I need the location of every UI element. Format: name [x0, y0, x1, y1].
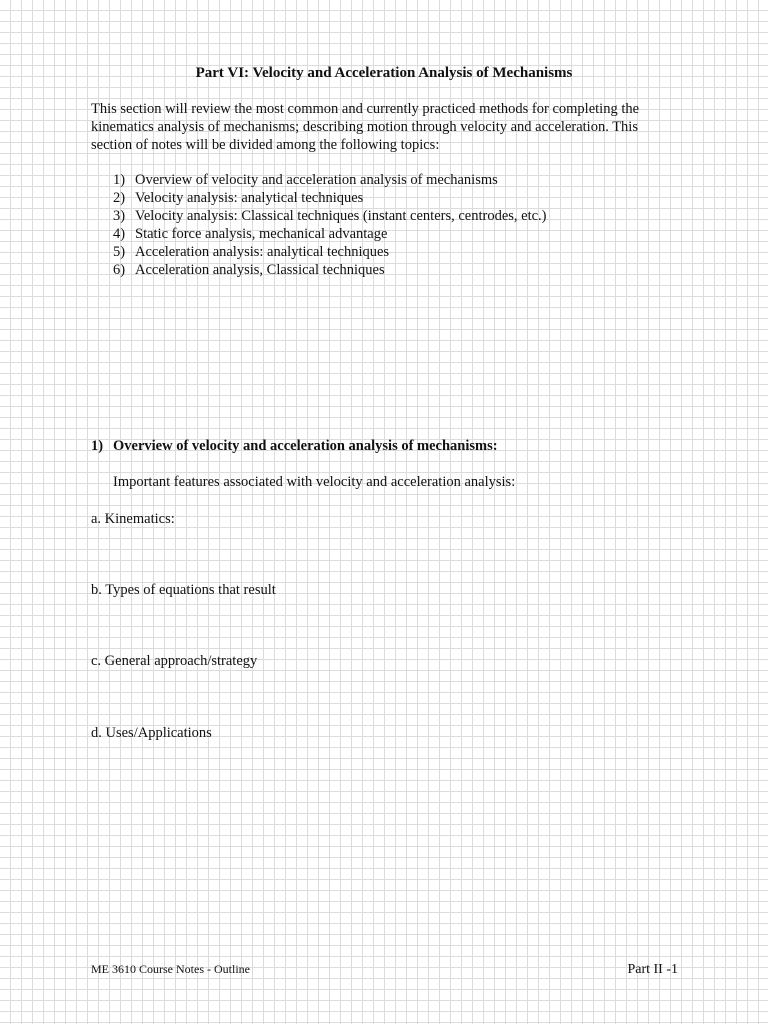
page-title: Part VI: Velocity and Acceleration Analysis of Mechanisms	[195, 65, 573, 81]
topic-text: Velocity analysis: analytical techniques	[135, 190, 364, 206]
section-heading	[91, 438, 498, 455]
topic-item	[113, 189, 547, 207]
topic-number: 1)	[113, 172, 126, 188]
footer-course: ME 3610 Course Notes - Outline	[91, 962, 250, 976]
topic-number: 2)	[113, 190, 126, 206]
item-approach: c. General approach/strategy	[91, 653, 258, 669]
intro-line: section of notes will be divided among the following topics:	[91, 137, 440, 153]
item-kinematics: a. Kinematics:	[91, 511, 175, 527]
section-number: 1)	[91, 438, 104, 454]
topic-item	[113, 207, 547, 225]
intro-paragraph	[91, 100, 681, 154]
topic-item	[113, 171, 547, 189]
section-title: Overview of velocity and acceleration analysis of mechanisms:	[113, 438, 498, 454]
topic-list	[113, 171, 547, 279]
item-applications: d. Uses/Applications	[91, 725, 212, 741]
topic-number: 3)	[113, 208, 126, 224]
topic-text: Static force analysis, mechanical advantage	[135, 226, 388, 242]
features-text: Important features associated with velocity and acceleration analysis:	[113, 474, 516, 490]
topic-text: Acceleration analysis, Classical techniques	[135, 262, 385, 278]
topic-number: 6)	[113, 262, 126, 278]
topic-text: Overview of velocity and acceleration analysis of mechanisms	[135, 172, 498, 188]
topic-text: Velocity analysis: Classical techniques (instant centers, centrodes, etc.)	[135, 208, 547, 224]
topic-item	[113, 225, 547, 243]
topic-number: 4)	[113, 226, 126, 242]
intro-line: kinematics analysis of mechanisms; describing motion through velocity and acceleration. This	[91, 119, 638, 135]
topic-item	[113, 243, 547, 261]
topic-text: Acceleration analysis: analytical techniques	[135, 244, 390, 260]
topic-item	[113, 261, 547, 279]
intro-line: This section will review the most common and currently practiced methods for completing the	[91, 101, 640, 117]
topic-number: 5)	[113, 244, 126, 260]
item-equation-types: b. Types of equations that result	[91, 582, 276, 598]
footer-page-number: Part II -1	[627, 962, 678, 977]
